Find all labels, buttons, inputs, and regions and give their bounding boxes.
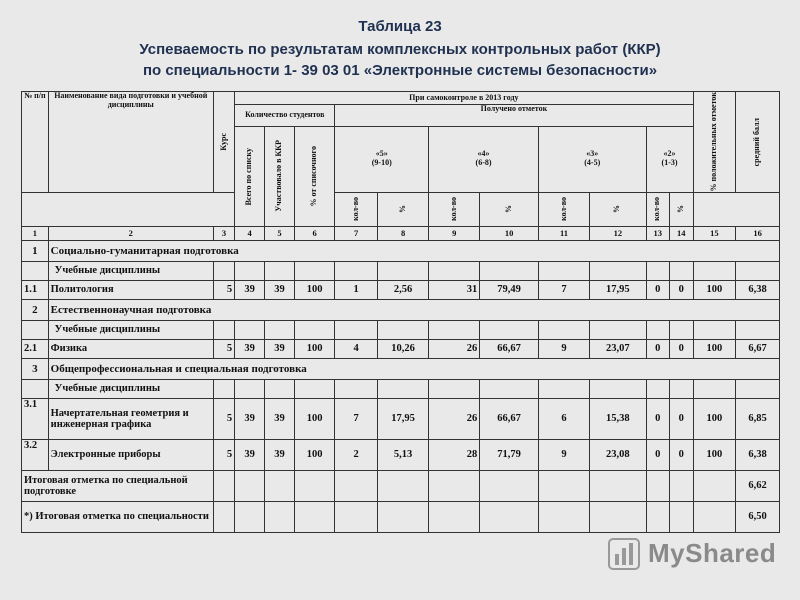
myshared-watermark bbox=[606, 536, 781, 574]
section-row: 3 Общепрофессиональная и специальная подготовка bbox=[22, 358, 780, 379]
header-pct-2: % bbox=[670, 192, 694, 226]
table-row: 1.1 Политология 5 39 39 100 1 2,56 31 79,49 7 17,95 0 0 100 6,38 bbox=[22, 280, 780, 299]
section-row: 2 Естественнонаучная подготовка bbox=[22, 299, 780, 320]
header-qty-4: кол-во bbox=[429, 192, 480, 226]
subheader-row: Учебные дисциплины bbox=[22, 379, 780, 398]
table-row: 3.1 Начертательная геометрия и инженерная графика 5 39 39 100 7 17,95 26 66,67 6 15,38 0 0 100 6,85 bbox=[22, 398, 780, 439]
subheader-row: Учебные дисциплины bbox=[22, 320, 780, 339]
performance-table bbox=[21, 91, 780, 533]
subheader-row: Учебные дисциплины bbox=[22, 261, 780, 280]
header-grades-received: Получено отметок bbox=[335, 105, 693, 127]
header-grade-2: «2» (1-3) bbox=[646, 127, 693, 193]
table-title: Успеваемость по результатам комплексных контрольных работ (ККР) bbox=[139, 41, 661, 58]
header-pct-4: % bbox=[480, 192, 539, 226]
header-grade-3: «3» (4-5) bbox=[538, 127, 646, 193]
header-participated: Участвовало в ККР bbox=[265, 127, 295, 227]
header-students-count: Количество студентов bbox=[235, 105, 335, 127]
header-positive-pct: % положительных отметок bbox=[693, 92, 736, 193]
header-discipline: Наименование вида подготовки и учебной дисциплины bbox=[48, 92, 213, 193]
total-row: *) Итоговая отметка по специальности 6,50 bbox=[22, 501, 780, 532]
header-qty-5: кол-во bbox=[335, 192, 378, 226]
table-row: 3.2 Электронные приборы 5 39 39 100 2 5,13 28 71,79 9 23,08 0 0 100 6,38 bbox=[22, 439, 780, 470]
column-number-row: 1 2 3 4 5 6 7 8 9 10 11 12 13 14 15 16 bbox=[22, 226, 780, 240]
table-subtitle: по специальности 1- 39 03 01 «Электронные системы безопасности» bbox=[142, 62, 658, 79]
header-pct-5: % bbox=[377, 192, 428, 226]
header-pct-3: % bbox=[590, 192, 646, 226]
header-num: № п/п bbox=[22, 92, 49, 193]
header-self-control: При самоконтроле в 2013 году bbox=[235, 92, 693, 105]
header-total-listed: Всего по списку bbox=[235, 127, 265, 227]
header-qty-3: кол-во bbox=[538, 192, 589, 226]
section-row: 1 Социально-гуманитарная подготовка bbox=[22, 240, 780, 261]
total-row: Итоговая отметка по специальной подготовке 6,62 bbox=[22, 470, 780, 501]
header-grade-5: «5» (9-10) bbox=[335, 127, 429, 193]
watermark-text: MyShared bbox=[648, 538, 777, 568]
header-qty-2: кол-во bbox=[646, 192, 669, 226]
header-grade-4: «4» (6-8) bbox=[429, 127, 539, 193]
header-pct-of-list: % от списочного bbox=[294, 127, 335, 227]
header-course: Курс bbox=[213, 92, 234, 193]
bar-chart-icon bbox=[606, 536, 642, 572]
header-avg-score: средний балл bbox=[736, 92, 780, 193]
table-caption: Таблица 23 bbox=[358, 18, 442, 35]
table-row: 2.1 Физика 5 39 39 100 4 10,26 26 66,67 9 23,07 0 0 100 6,67 bbox=[22, 339, 780, 358]
